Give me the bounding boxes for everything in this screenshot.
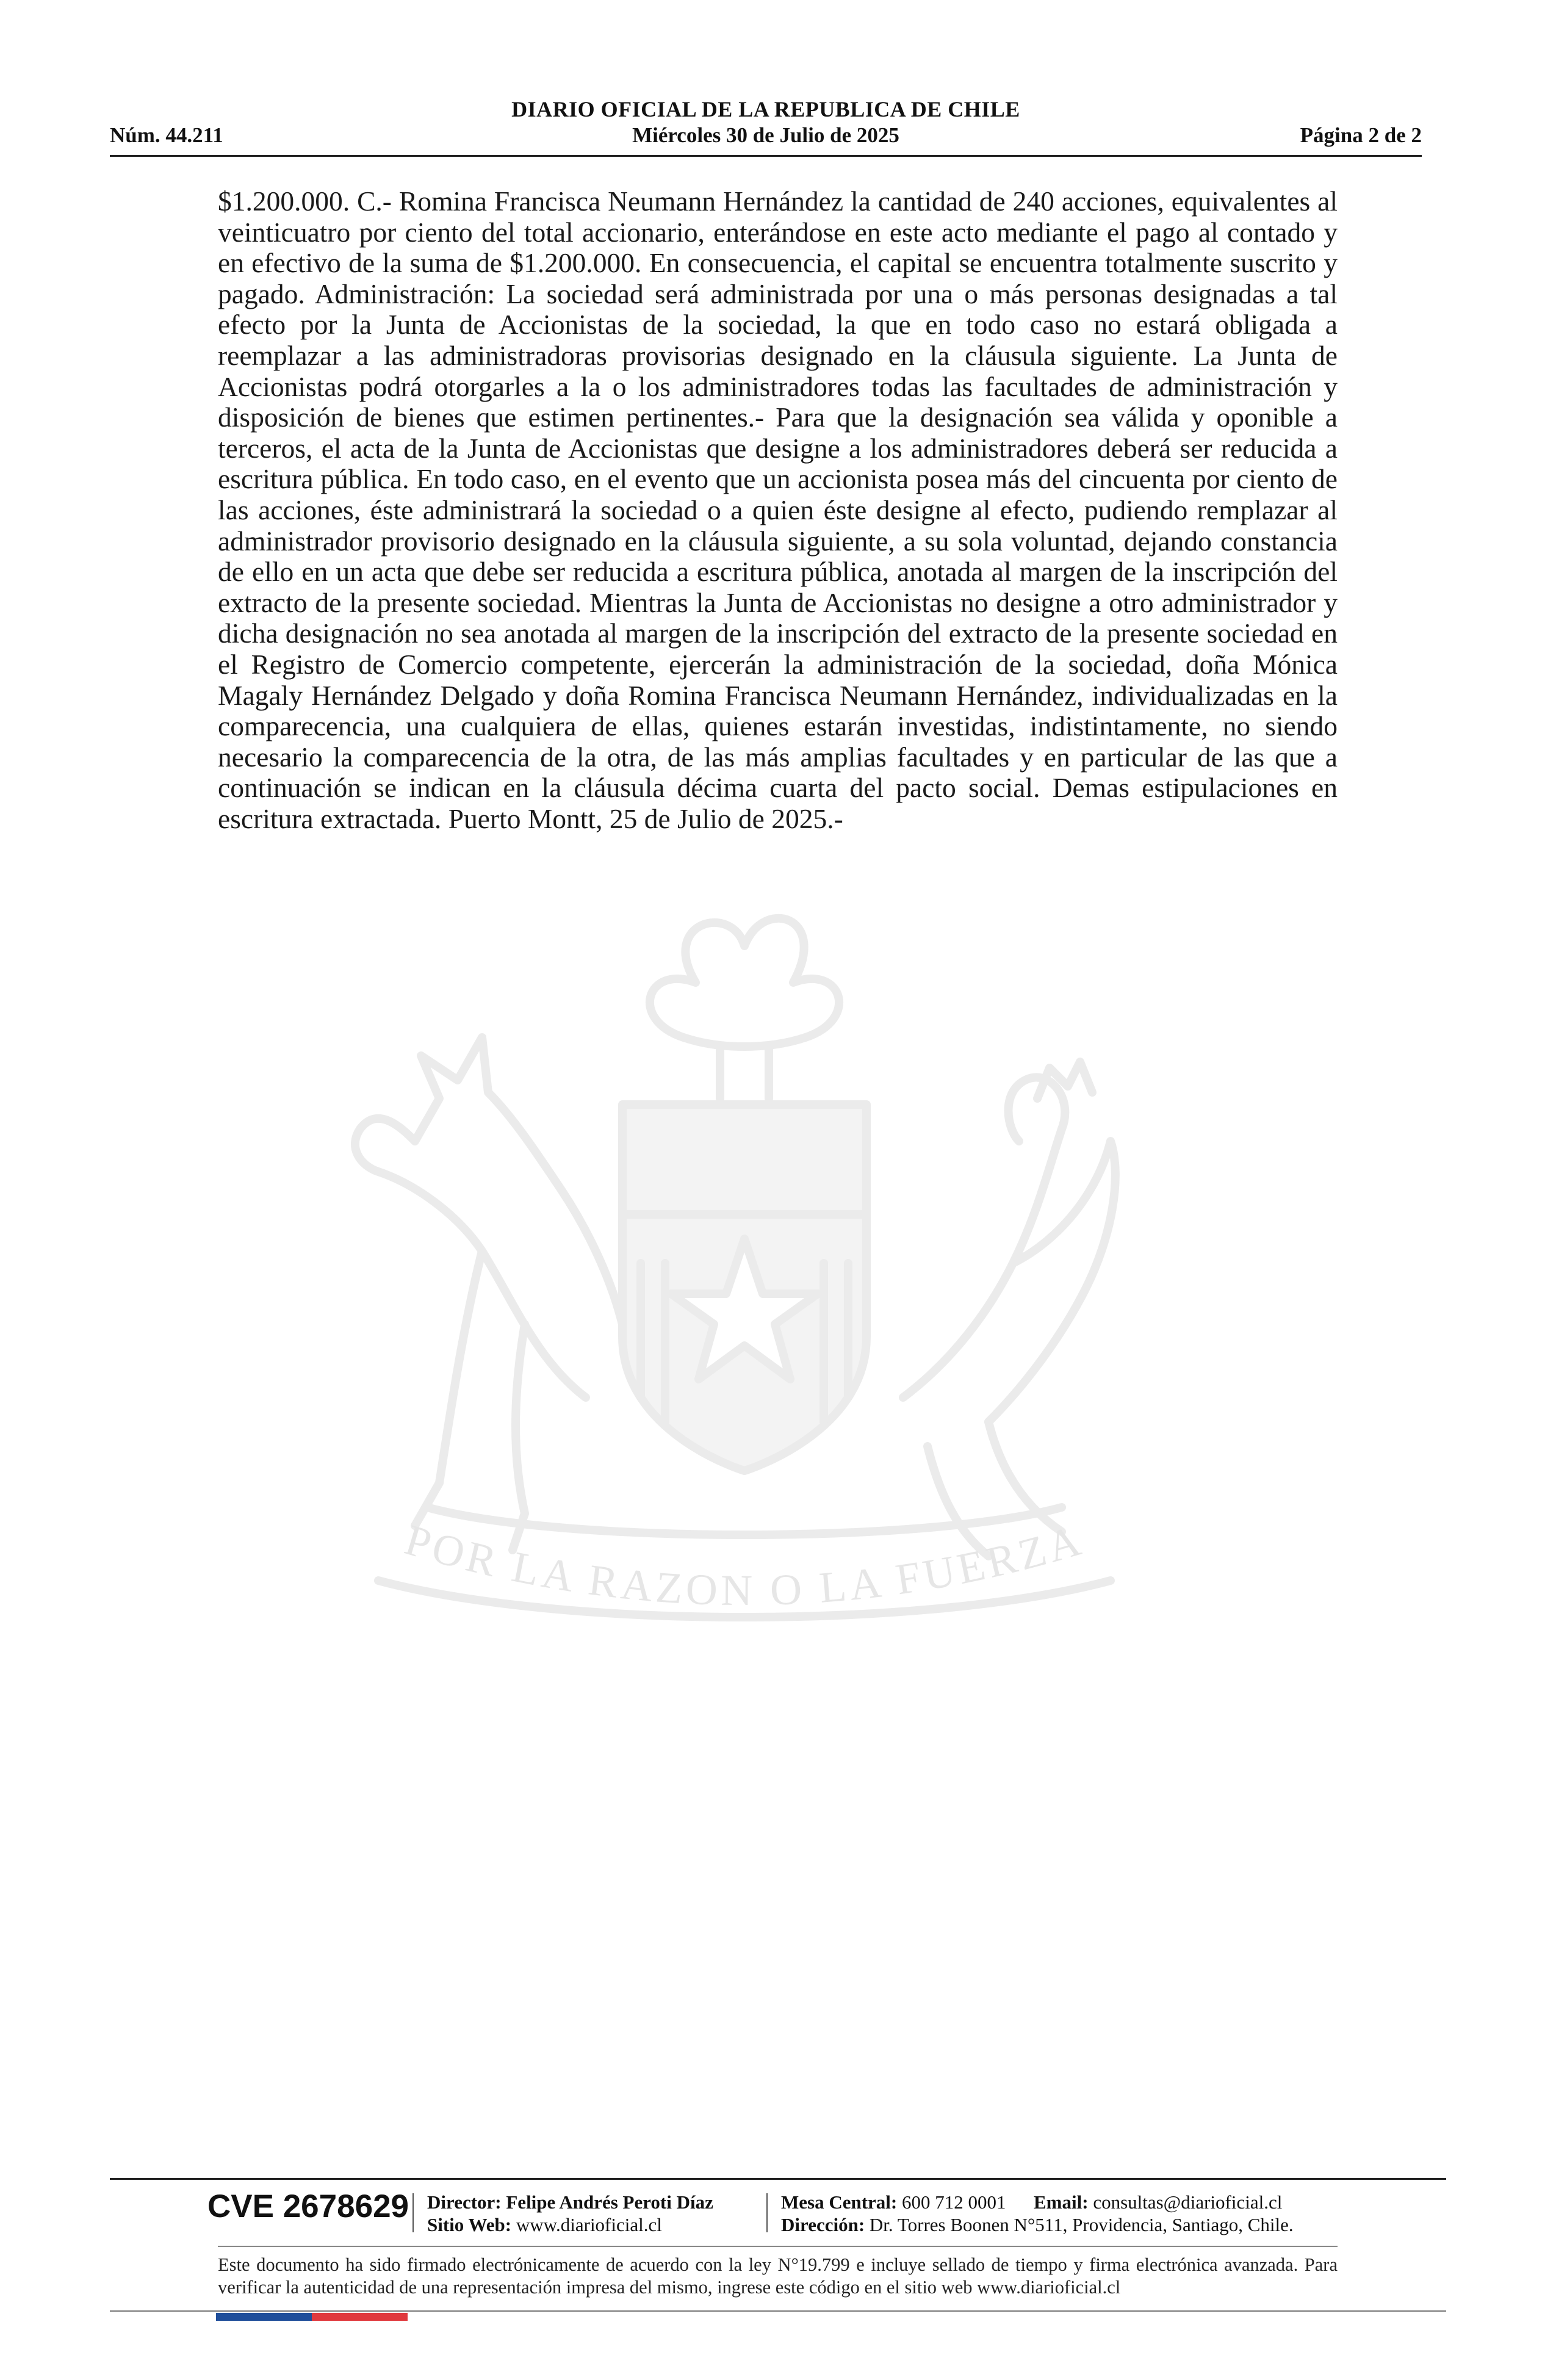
coat-of-arms-icon: [195, 897, 1294, 1678]
email-link[interactable]: consultas@diarioficial.cl: [1093, 2191, 1283, 2213]
director-name: Felipe Andrés Peroti Díaz: [506, 2191, 713, 2213]
website-label: Sitio Web:: [427, 2214, 512, 2235]
publication-title: DIARIO OFICIAL DE LA REPUBLICA DE CHILE: [511, 97, 1020, 121]
address-info: [781, 2213, 1294, 2237]
page-header: [110, 92, 1422, 159]
footer-separator: [412, 2193, 414, 2232]
document-body: $1.200.000. C.- Romina Francisca Neumann Hernández la cantidad de 240 acciones, equivalentes al veinticuatro por ciento del total accionario, enterándose en este acto mediante el pago al contado y en efectivo de la suma de $1.200.000. En consecuencia, el capital se encuentra totalmente suscrito y pagado. Administración: La sociedad será administrada por una o más personas designadas a tal efecto por la Junta de Accionistas de la sociedad, la que en todo caso no estará obligada a reemplazar a las administradoras provisorias designado en la cláusula siguiente. La Junta de Accionistas podrá otorgarles a la o los administradores todas las facultades de administración y disposición de bienes que estimen pertinentes.- Para que la designación sea válida y oponible a terceros, el acta de la Junta de Accionistas que designe a los administradores deberá ser reducida a escritura pública. En todo caso, en el evento que un accionista posea más del cincuenta por ciento de las acciones, éste administrará la sociedad o a quien éste designe al efecto, pudiendo remplazar al administrador provisorio designado en la cláusula siguiente, a su sola voluntad, dejando constancia de ello en un acta que debe ser reducida a escritura pública, anotada al margen de la inscripción del extracto de la presente sociedad. Mientras la Junta de Accionistas no designe a otro administrador y dicha designación no sea anotada al margen de la inscripción del extracto de la presente sociedad en el Registro de Comercio competente, ejercerán la administración de la sociedad, doña Mónica Magaly Hernández Delgado y doña Romina Francisca Neumann Hernández, individualizadas en la comparecencia, una cualquiera de ellas, quienes estarán investidas, indistintamente, no siendo necesario la comparecencia de la otra, de las más amplias facultades y en particular de las que a continuación se indican en la cláusula décima cuarta del pacto social. Demas estipulaciones en escritura extractada. Puerto Montt, 25 de Julio de 2025.-: [218, 186, 1338, 834]
flag-bar: [216, 2313, 408, 2321]
contact-info: [781, 2191, 1282, 2214]
footer-separator: [766, 2193, 768, 2232]
flag-bar-blue: [216, 2313, 312, 2321]
address-label: Dirección:: [781, 2214, 865, 2235]
phone-value: 600 712 0001: [902, 2191, 1006, 2213]
bottom-divider: [110, 2310, 1446, 2312]
issue-number: Núm. 44.211: [110, 123, 223, 147]
director-info: [427, 2191, 713, 2214]
address-value: Dr. Torres Boonen N°511, Providencia, Santiago, Chile.: [869, 2214, 1294, 2235]
seal-motto: POR LA RAZON O LA FUERZA: [400, 1515, 1089, 1615]
website-link[interactable]: www.diarioficial.cl: [516, 2214, 662, 2235]
issue-date: Miércoles 30 de Julio de 2025: [632, 123, 899, 147]
cve-code: CVE 2678629: [207, 2188, 409, 2224]
flag-bar-red: [312, 2313, 408, 2321]
footer-divider: [110, 2178, 1446, 2180]
email-label: Email:: [1034, 2191, 1089, 2213]
phone-label: Mesa Central:: [781, 2191, 898, 2213]
page-number: Página 2 de 2: [1300, 123, 1422, 147]
website-info: [427, 2213, 662, 2237]
director-label: Director:: [427, 2191, 502, 2213]
signature-disclaimer: Este documento ha sido firmado electrónicamente de acuerdo con la ley N°19.799 e incluye sellado de tiempo y firma electrónica avanzada. Para verificar la autenticidad de una representación impresa del mismo, ingrese este código en el sitio web www.diarioficial.cl: [218, 2254, 1338, 2298]
header-divider: [110, 155, 1422, 157]
footer-thin-divider: [218, 2246, 1338, 2247]
